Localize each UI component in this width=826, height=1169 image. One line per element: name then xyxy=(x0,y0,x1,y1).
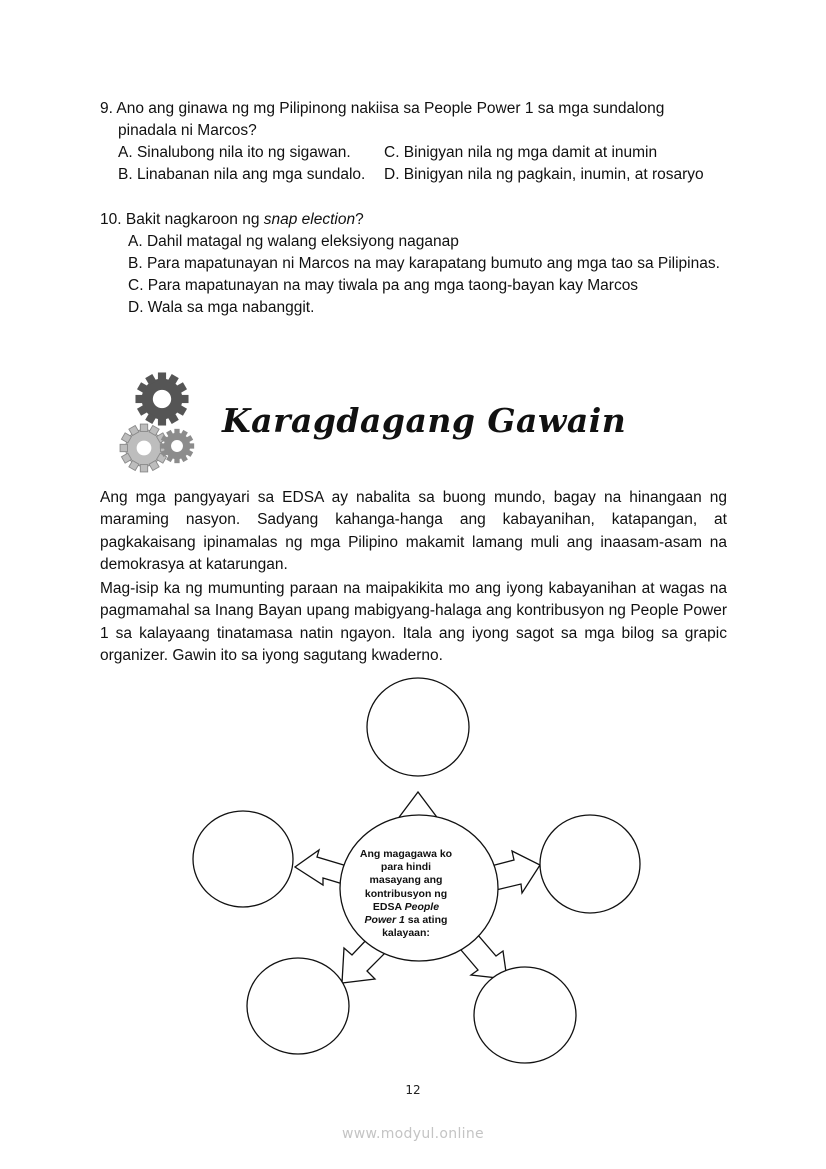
answer-circle-bottom-left[interactable] xyxy=(247,958,349,1054)
answer-circle-left[interactable] xyxy=(193,811,293,907)
page-number: 12 xyxy=(405,1083,421,1097)
question-10-stem: 10. Bakit nagkaroon ng snap election? xyxy=(100,211,364,228)
option-d: D. Binigyan nila ng pagkain, inumin, at rosaryo xyxy=(384,166,704,183)
question-10 xyxy=(100,209,720,319)
question-9-stem-cont: pinadala ni Marcos? xyxy=(118,122,257,139)
option-d: D. Wala sa mga nabanggit. xyxy=(128,299,315,316)
section-header xyxy=(118,365,638,480)
option-a: A. Dahil matagal ng walang eleksiyong naganap xyxy=(128,233,459,250)
option-b: B. Para mapatunayan ni Marcos na may karapatang bumuto ang mga tao sa Pilipinas. xyxy=(128,255,720,272)
arrow-left xyxy=(295,850,347,885)
intro-paragraph: Ang mga pangyayari sa EDSA ay nabalita sa buong mundo, bagay na hinangaan ng maraming nasyon. Sadyang kahanga-hanga ang kabayanihan, katapangan, at pagkakaisang ipinamalas ng mga Pilipino makamit lamang muli ang inaasam-asam na demokrasya at katarungan. xyxy=(100,489,727,573)
answer-circle-top[interactable] xyxy=(367,678,469,776)
option-a: A. Sinalubong nila ito ng sigawan. xyxy=(118,144,351,161)
question-9-stem: 9. Ano ang ginawa ng mg Pilipinong nakiisa sa People Power 1 sa mga sundalong xyxy=(100,100,665,117)
gears-icon xyxy=(118,365,200,477)
question-9-options-row-1 xyxy=(100,142,704,164)
large-gear-icon xyxy=(135,372,188,425)
option-c: C. Binigyan nila ng mga damit at inumin xyxy=(384,144,658,161)
organizer-center-label: Ang magagawa ko para hindi masayang ang kontribusyon ng EDSA People Power 1 sa ating kalayaan: xyxy=(359,848,453,940)
question-9 xyxy=(100,98,704,186)
section-title: Karagdagang Gawain xyxy=(222,401,627,440)
question-9-options-row-2 xyxy=(100,164,704,186)
option-c: C. Para mapatunayan na may tiwala pa ang mga taong-bayan kay Marcos xyxy=(128,277,639,294)
option-b: B. Linabanan nila ang mga sundalo. xyxy=(118,166,366,183)
watermark: www.modyul.online xyxy=(342,1126,484,1142)
answer-circle-right[interactable] xyxy=(540,815,640,913)
instruction-paragraph: Mag-isip ka ng mumunting paraan na maipakikita mo ang iyong kabayanihan at wagas na pagmamahal sa Inang Bayan upang mabigyang-halaga ang kontribusyon ng People Power 1 sa kalayaang tinatamasa natin ngayon. Itala ang iyong sagot sa mga bilog sa grapic organizer. Gawin ito sa iyong sagutang kwaderno. xyxy=(100,580,727,664)
answer-circle-bottom-right[interactable] xyxy=(474,967,576,1063)
